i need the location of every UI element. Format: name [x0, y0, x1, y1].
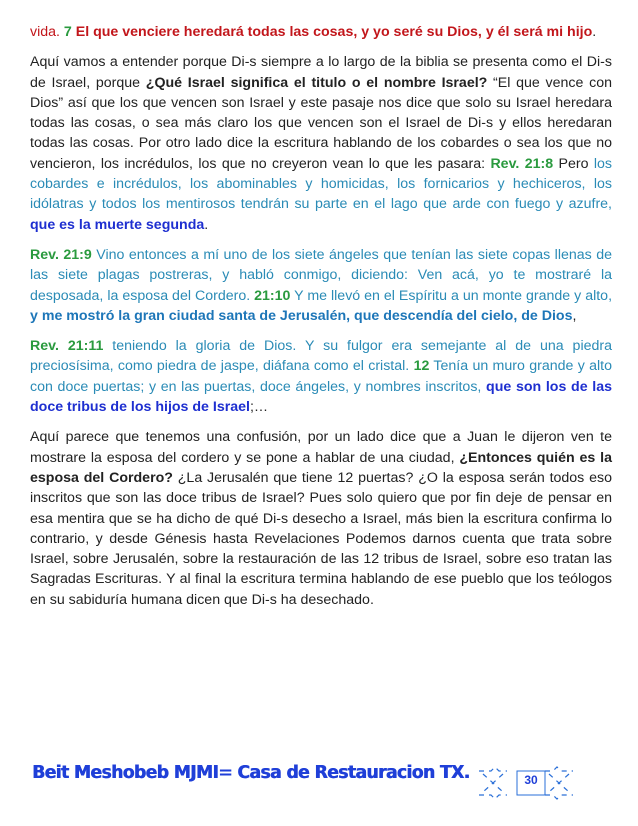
paragraph-5 — [30, 427, 612, 610]
page-number-box — [477, 766, 575, 800]
verse-reference: Rev. 21:11 — [30, 338, 104, 355]
text-span: vida. — [30, 24, 64, 40]
page-body — [30, 22, 612, 620]
emphasis-question: ¿Qué Israel significa el titulo o el nombre Israel? — [145, 74, 488, 91]
paragraph-2 — [30, 52, 612, 235]
text-span: “El que vence con Dios” así que los que vencen son Israel y este pasaje nos dice que solo su Israel heredara todas las cosas, o sea más claro los que vencen son el Israel de Di-s y ellos heredaran todas las cosas. Por otro lado dice la escritura hablando de los cobardes o sea los que no vencieron, los incrédulos, los que no creyeron vean lo que les pasara: — [30, 74, 613, 172]
scripture-quote: Y me llevó en el Espíritu a un monte grande y alto, — [290, 287, 613, 304]
text-span: . — [204, 216, 209, 233]
scripture-quote: los cobardes e incrédulos, los abominables y homicidas, los fornicarios y hechiceros, los idólatras y todos los mentirosos tendrán su parte en el lago que arde con fuego y azufre, — [30, 155, 612, 213]
text-span: ¿La Jerusalén que tiene 12 puertas? ¿O la esposa serán todos eso inscritos que son las doce tribus de Israel? Pues solo quiero que por fin deje de pensar en esa mentira que se ha dicho de qué Di-s desecho a Israel, más bien la escritura confirma lo contrario, y desde Génesis hasta Revelaciones Podemos darnos cuenta que trata sobre Israel, sobre Jerusalén, sobre la restauración de las 12 tribus de Israel, sobre eso tratan las Sagradas Escrituras. Y al final la escritura termina hablando de ese pueblo que los teólogos en su sabiduría humana dicen que Di-s ha desechado. — [30, 469, 612, 608]
paragraph-4 — [30, 336, 612, 417]
scripture-quote: Vino entonces a mí uno de los siete ángeles que tenían las siete copas llenas de las siete plagas postreras, y habló conmigo, diciendo: Ven acá, yo te mostraré la desposada, la esposa del Cordero. — [30, 246, 612, 304]
verse-number: 12 — [413, 358, 430, 375]
scripture-quote: Tenía un muro grande y alto con doce puertas; y en las puertas, doce ángeles, y nombres inscritos, — [30, 358, 612, 395]
scripture-quote: El que venciere heredará todas las cosas, y yo seré su Dios, y él será mi hijo — [71, 24, 593, 40]
text-span: ;… — [249, 399, 269, 416]
footer-title: Beit Meshobeb MJMI= Casa de Restauracion TX. — [32, 763, 470, 783]
verse-number: 21:10 — [254, 287, 291, 304]
text-span: Aquí parece que tenemos una confusión, por un lado dice que a Juan le dijeron ven te mostrare la esposa del cordero y se pone a hablar de una ciudad, — [30, 429, 612, 466]
scripture-emphasis: que son los de las doce tribus de los hijos de Israel — [30, 378, 612, 416]
page-number: 30 — [524, 773, 538, 787]
text-span: , — [572, 307, 577, 324]
verse-reference: Rev. 21:9 — [30, 246, 92, 263]
verse-number: 7 — [63, 24, 72, 40]
paragraph-3 — [30, 245, 612, 326]
text-span: . — [592, 24, 597, 40]
scripture-emphasis: que es la muerte segunda — [30, 216, 205, 233]
scripture-quote: teniendo la gloria de Dios. Y su fulgor era semejante al de una piedra preciosísima, como piedra de jaspe, diáfana como el cristal. — [30, 338, 613, 375]
paragraph-1 — [30, 22, 612, 42]
emphasis-question: ¿Entonces quién es la esposa del Cordero? — [30, 449, 612, 486]
scripture-emphasis: y me mostró la gran ciudad santa de Jerusalén, que descendía del cielo, de Dios — [30, 307, 573, 324]
text-span: Pero — [553, 155, 594, 172]
verse-reference: Rev. 21:8 — [490, 155, 554, 172]
text-span: Aquí vamos a entender porque Di-s siempre a lo largo de la biblia se presenta como el Di-s de Israel, porque — [30, 54, 612, 91]
